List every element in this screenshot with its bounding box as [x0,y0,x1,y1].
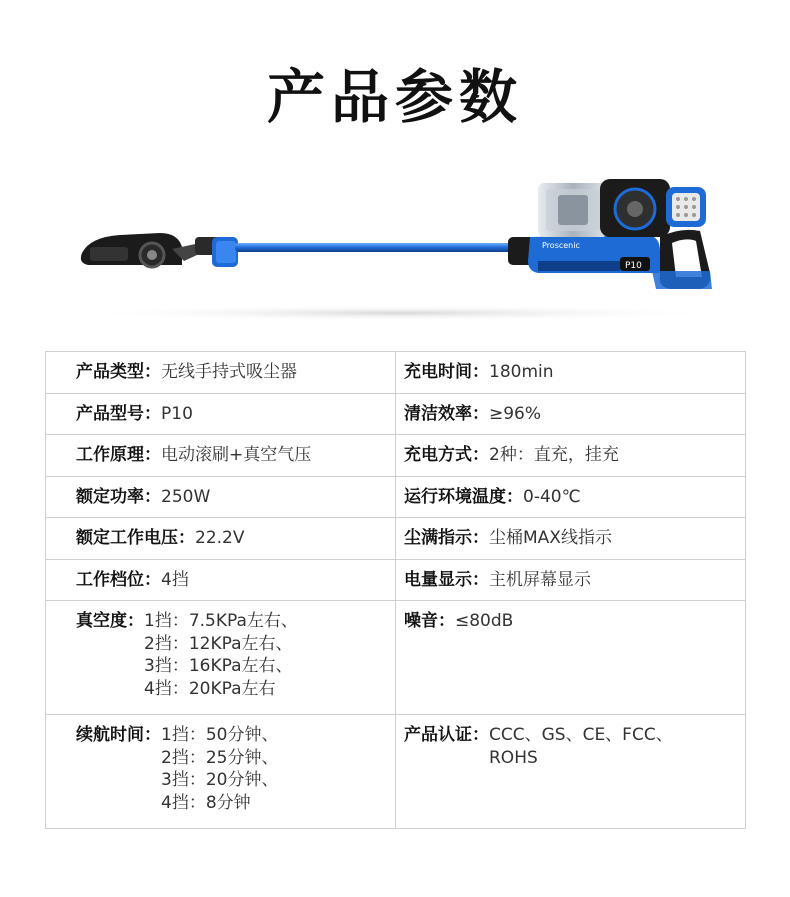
spec-label: 噪音： [404,611,455,631]
spec-value-line: CCC、GS、CE、FCC、 [489,725,673,745]
spec-label: 充电时间： [404,362,489,382]
spec-label: 产品认证： [404,725,489,745]
spec-value: 主机屏幕显示 [489,569,591,590]
spec-cell-left [46,559,396,601]
spec-row [46,352,746,394]
spec-label: 电量显示： [404,569,489,590]
spec-label: 续航时间： [76,725,161,745]
spec-row [46,559,746,601]
spec-value-line: 1挡：50分钟、 [161,725,279,745]
spec-label: 运行环境温度： [404,486,523,507]
spec-cell-left [46,715,396,829]
spec-value: ≤80dB [455,611,514,631]
spec-cell-right [396,476,746,518]
spec-label: 产品型号： [76,403,161,424]
spec-value: 电动滚刷+真空气压 [161,445,312,465]
spec-cell-right [396,435,746,477]
spec-value-line: 3挡：16KPa左右、 [144,656,293,676]
spec-value: 尘桶MAX线指示 [489,528,612,548]
model-badge: P10 [625,261,642,271]
spec-value: 2种：直充，挂充 [489,445,619,465]
spec-cell-right [396,393,746,435]
spec-row [46,518,746,560]
spec-value: 250W [161,486,211,507]
spec-label: 额定功率： [76,486,161,507]
spec-label: 额定工作电压： [76,528,195,548]
spec-value-line: 1挡：7.5KPa左右、 [144,611,298,631]
spec-cell-left [46,518,396,560]
spec-row [46,476,746,518]
spec-label: 真空度： [76,611,144,631]
spec-value-line: 3挡：20分钟、 [161,770,279,790]
spec-value: 180min [489,362,554,382]
spec-label: 清洁效率： [404,403,489,424]
vacuum-product-image [60,165,740,335]
spec-value: ≥96% [489,403,542,424]
page-title: 产品参数 [266,63,523,131]
spec-label: 尘满指示： [404,528,489,548]
spec-value: 0-40℃ [523,486,581,507]
spec-cell-left [46,352,396,394]
spec-table [45,351,746,829]
spec-row [46,435,746,477]
spec-value: P10 [161,403,193,424]
spec-label: 工作档位： [76,569,161,590]
spec-row [46,715,746,829]
spec-value-line: 4挡：20KPa左右 [144,678,276,699]
spec-cell-right [396,601,746,715]
spec-value: 22.2V [195,528,245,548]
spec-cell-left [46,435,396,477]
spec-label: 产品类型： [76,362,161,382]
spec-value-line: ROHS [489,747,538,768]
spec-cell-right [396,715,746,829]
spec-label: 工作原理： [76,445,161,465]
spec-value-line: 4挡：8分钟 [161,792,251,813]
spec-row [46,393,746,435]
spec-cell-left [46,476,396,518]
spec-value: 4挡 [161,569,189,590]
spec-value-line: 2挡：12KPa左右、 [144,633,293,654]
spec-cell-right [396,352,746,394]
spec-cell-left [46,601,396,715]
spec-row [46,601,746,715]
spec-cell-right [396,518,746,560]
spec-cell-left [46,393,396,435]
brand-logo: Proscenic [542,241,580,250]
spec-value: 无线手持式吸尘器 [161,362,297,382]
spec-cell-right [396,559,746,601]
spec-label: 充电方式： [404,445,489,465]
spec-value-line: 2挡：25分钟、 [161,747,279,768]
